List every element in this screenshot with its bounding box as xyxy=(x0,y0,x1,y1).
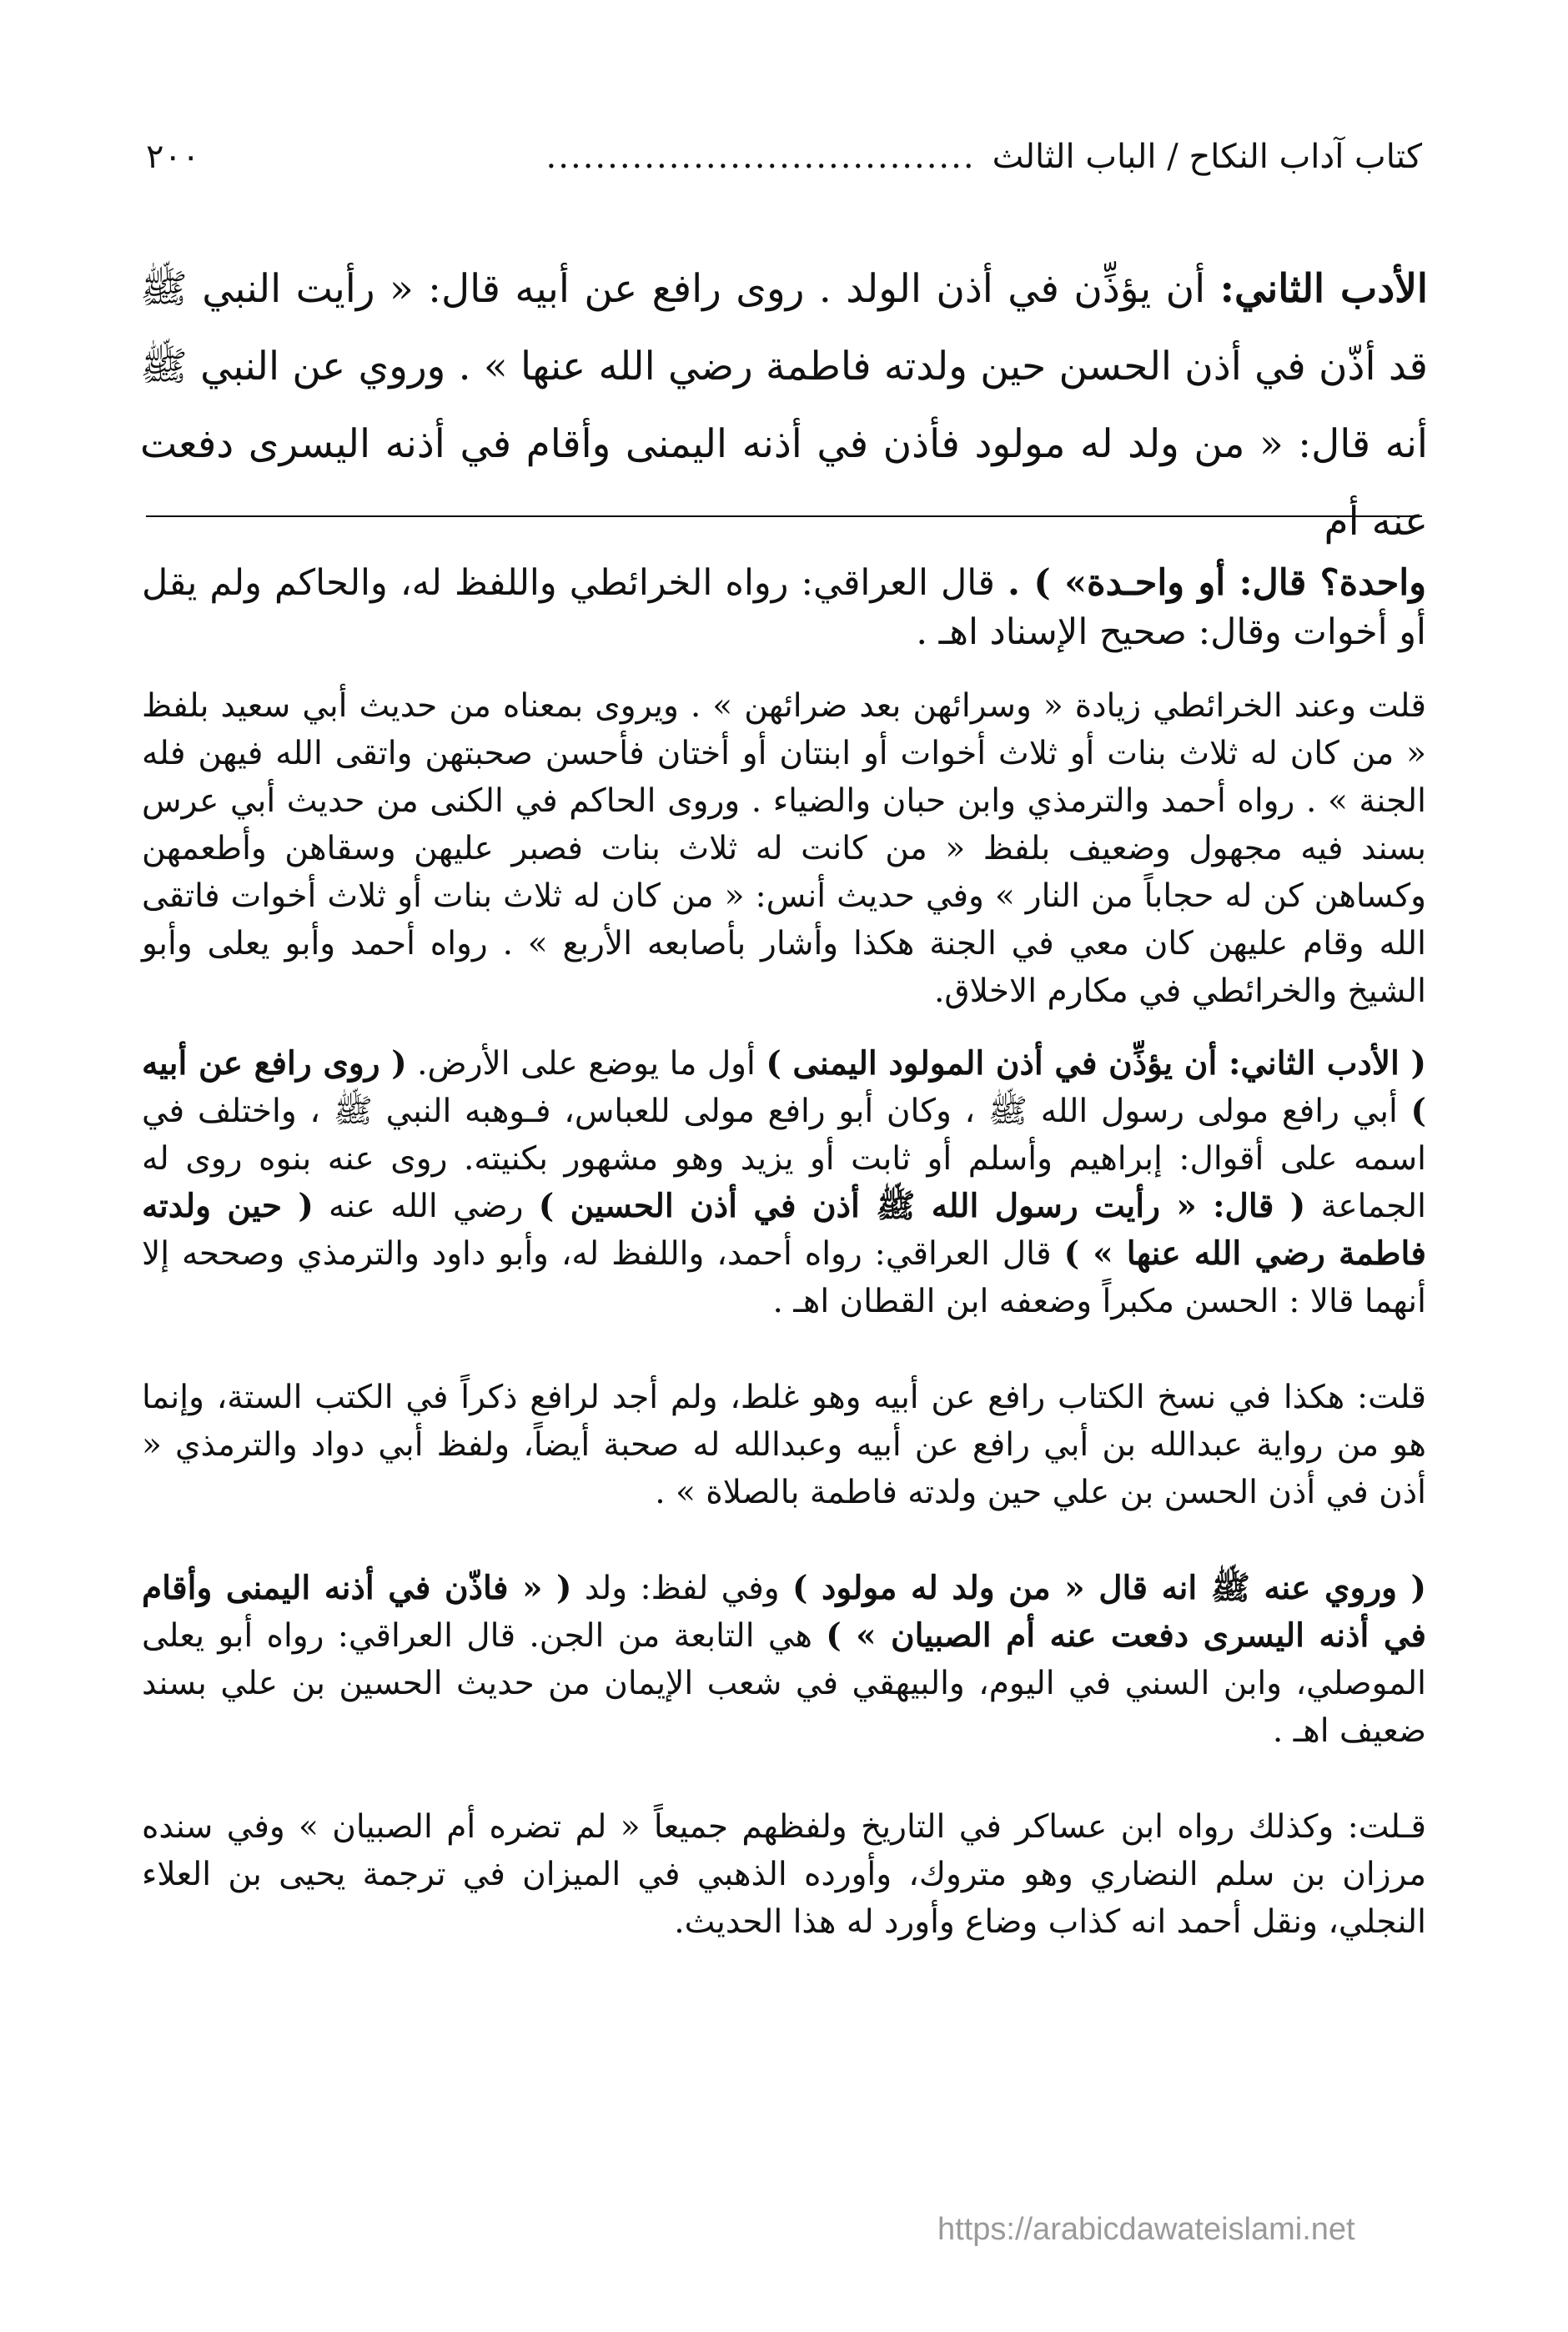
running-title: كتاب آداب النكاح / الباب الثالث xyxy=(992,138,1422,176)
commentary-text: أول ما يوضع على الأرض. xyxy=(406,1045,766,1083)
footnote-divider xyxy=(146,515,1422,517)
section-heading: الأدب الثاني: xyxy=(1219,266,1428,312)
commentary-paragraph-3 xyxy=(142,1040,1426,1325)
commentary-text: قـلت: وكذلك رواه ابن عساكر في التاريخ ولفظهم جميعاً « لم تضره أم الصبيان » وفي سنده مرزان بن سلم النضاري وهو متروك، وأورده الذهبي في الميزان في ترجمة يحيى بن العلاء النجلي، ونقل أحمد انه كذاب وضاع وأورد له هذا الحديث. xyxy=(142,1808,1426,1941)
quoted-text: واحدة؟ قال: أو واحـدة» ) . xyxy=(1008,562,1426,604)
commentary-paragraph-4 xyxy=(142,1374,1426,1516)
commentary-paragraph-2 xyxy=(142,682,1426,1015)
commentary-text: وفي لفظ: ولد xyxy=(571,1570,792,1607)
commentary-text: قلت وعند الخرائطي زيادة « وسرائهن بعد ضرائهن » . ويروى بمعناه من حديث أبي سعيد بلفظ « من كان له ثلاث بنات أو ثلاث أخوات أو ابنتان أو أختان فأحسن صحبتهن واتقى الله فيهن فله الجنة » . رواه أحمد والترمذي وابن حبان والضياء . وروى الحاكم في الكنى من حديث أبي عرس بسند فيه مجهول وضعيف بلفظ « من كانت له ثلاث بنات فصبر عليهن وسقاهن وأطعمهن وكساهن كن له حجاباً من النار » وفي حديث أنس: « من كان له ثلاث بنات أو ثلاث أخوات فاتقى الله وقام عليهن كان معي في الجنة هكذا وأشار بأصابعه الأربع » . رواه أحمد وأبو يعلى وأبو الشيخ والخرائطي في مكارم الاخلاق. xyxy=(142,687,1426,1010)
commentary-text: أبي رافع مولى رسول الله ﷺ ، وكان أبو رافع مولى للعباس، فـوهبه النبي ﷺ ، واختلف في اسمه على أقوال: إبراهيم وأسلم أو ثابت أو يزيد وهو مشهور بكنيته. روى عنه بنوه روى له الجماعة xyxy=(142,1093,1427,1225)
commentary-text: رضي الله عنه xyxy=(313,1188,539,1225)
quoted-text: ( روى رافع عن أبيه ) xyxy=(142,1044,1426,1130)
commentary-text: قال العراقي: رواه أحمد، واللفظ له، وأبو داود والترمذي وصححه إلا أنهما قالا : الحسن مكبراً وضعفه ابن القطان اهـ . xyxy=(142,1235,1426,1320)
quoted-text: ( « فاذّن في أذنه اليمنى وأقام في أذنه اليسرى دفعت عنه أم الصبيان » ) xyxy=(142,1569,1426,1655)
commentary-paragraph-1 xyxy=(142,559,1426,657)
watermark-url: https://arabicdawateislami.net xyxy=(937,2212,1355,2247)
commentary-text: قلت: هكذا في نسخ الكتاب رافع عن أبيه وهو غلط، ولم أجد لرافع ذكراً في الكتب الستة، وإنما هو من رواية عبدالله بن أبي رافع عن أبيه وعبدالله له صحبة أيضاً، ولفظ أبي دواد والترمذي « أذن في أذن الحسن بن علي حين ولدته فاطمة بالصلاة » . xyxy=(142,1379,1426,1511)
main-paragraph: أن يؤذِّن في أذن الولد . روى رافع عن أبيه قال: « رأيت النبي ﷺ قد أذّن في أذن الحسن حين ولدته فاطمة رضي الله عنها » . وروي عن النبي ﷺ أنه قال: « من ولد له مولود فأذن في أذنه اليمنى وأقام في أذنه اليسرى دفعت عنه أم xyxy=(140,266,1428,545)
commentary xyxy=(142,559,1426,1971)
quoted-text: ( قال: « رأيت رسول الله ﷺ أذن في أذن الحسين ) xyxy=(538,1187,1306,1225)
page-header xyxy=(146,132,1422,182)
running-title-group xyxy=(546,138,1422,176)
commentary-text: قال العراقي: رواه الخرائطي واللفظ له، والحاكم ولم يقل أو أخوات وقال: صحيح الإسناد اهـ . xyxy=(142,562,1426,653)
quoted-text: ( وروي عنه ﷺ انه قال « من ولد له مولود ) xyxy=(792,1569,1427,1607)
commentary-text: هي التابعة من الجن. قال العراقي: رواه أبو يعلى الموصلي، وابن السني في اليوم، والبيهقي في شعب الإيمان من حديث الحسين بن علي بسند ضعيف اهـ . xyxy=(142,1617,1426,1750)
commentary-paragraph-6 xyxy=(142,1803,1426,1946)
page-number: ٢٠٠ xyxy=(146,138,200,176)
commentary-paragraph-5 xyxy=(142,1565,1426,1755)
leader-dots: ................................... xyxy=(545,138,976,176)
quoted-text: ( حين ولدته فاطمة رضي الله عنها » ) xyxy=(142,1187,1426,1273)
main-text xyxy=(140,250,1428,560)
quoted-text: ( الأدب الثاني: أن يؤذِّن في أذن المولود اليمنى ) xyxy=(766,1044,1426,1083)
